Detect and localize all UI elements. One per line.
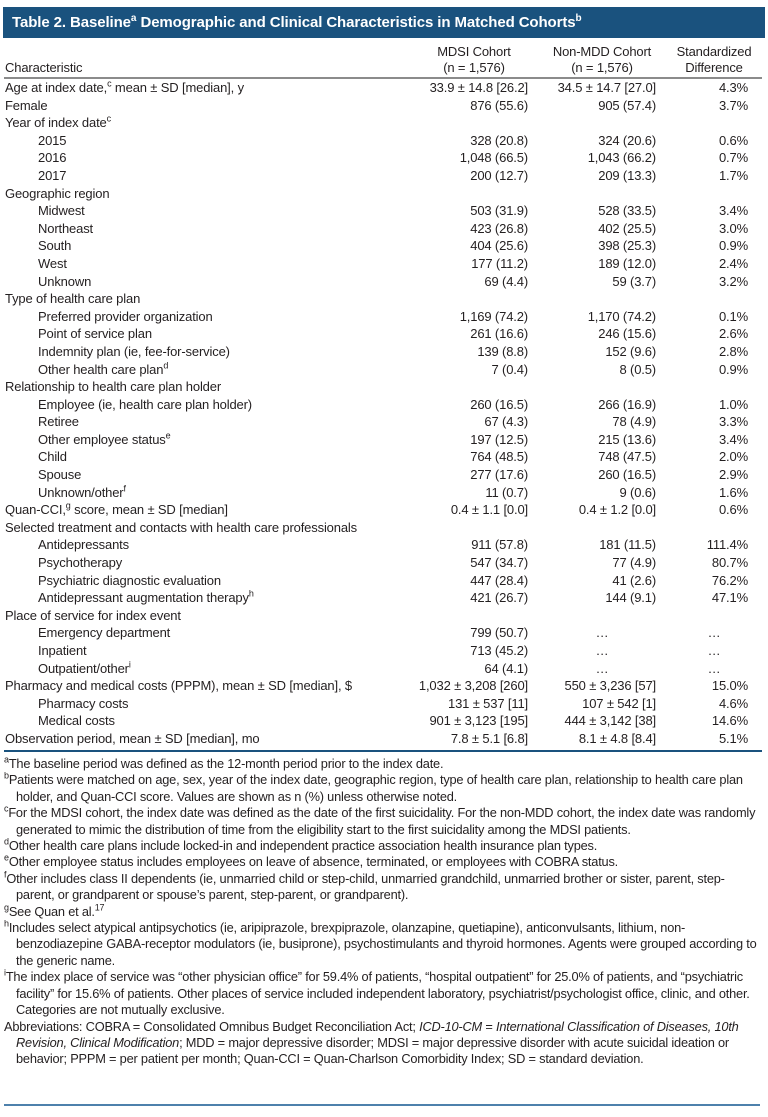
mdsi-value-cell bbox=[410, 290, 538, 308]
std-diff-value-cell: 3.7% bbox=[718, 97, 748, 113]
mdsi-value-cell: 177 (11.2) bbox=[471, 255, 528, 271]
std-diff-value-cell: 4.3% bbox=[718, 80, 748, 95]
table-row bbox=[4, 695, 762, 713]
mdsi-value-cell: 1,048 (66.5) bbox=[459, 150, 528, 166]
nonmdd-value-cell: 8 (0.5) bbox=[619, 361, 656, 377]
table-row bbox=[4, 501, 762, 519]
characteristic-cell bbox=[4, 677, 410, 695]
nonmdd-value-cell: 528 (33.5) bbox=[598, 203, 656, 219]
row-label: Female bbox=[5, 97, 48, 113]
std-diff-value-cell: 76.2% bbox=[711, 572, 748, 588]
footnote-text: Other health care plans include locked-in and independent practice association health insurance plan types. bbox=[8, 838, 598, 854]
column-header-mdsi bbox=[410, 44, 538, 77]
table-row bbox=[4, 677, 762, 695]
std-diff-value-cell: 2.6% bbox=[718, 326, 748, 342]
footnote-marker: d bbox=[4, 836, 9, 847]
characteristic-cell bbox=[4, 589, 410, 607]
footnote bbox=[4, 805, 760, 838]
row-label-superscript: e bbox=[165, 430, 171, 441]
table-row bbox=[4, 237, 762, 255]
characteristic-cell bbox=[4, 97, 410, 115]
nonmdd-value-cell bbox=[538, 607, 666, 625]
row-label: Place of service for index event bbox=[5, 607, 181, 623]
footnote-marker: f bbox=[4, 869, 7, 880]
table-row bbox=[4, 660, 762, 678]
std-diff-value-cell: 2.4% bbox=[718, 255, 748, 271]
std-diff-value-cell bbox=[666, 607, 762, 625]
nonmdd-value-cell: 9 (0.6) bbox=[619, 484, 656, 500]
mdsi-value-cell: 69 (4.4) bbox=[484, 273, 528, 289]
nonmdd-value-cell: 77 (4.9) bbox=[612, 555, 656, 571]
characteristic-cell bbox=[4, 325, 410, 343]
nonmdd-value-cell: 1,043 (66.2) bbox=[587, 150, 656, 166]
nonmdd-value-cell bbox=[538, 378, 666, 396]
table-row bbox=[4, 554, 762, 572]
characteristic-cell bbox=[4, 536, 410, 554]
footnote bbox=[4, 871, 760, 904]
row-label-superscript: i bbox=[128, 659, 131, 670]
row-label: 2015 bbox=[38, 132, 67, 148]
nonmdd-value-cell: 444 ± 3,142 [38] bbox=[564, 713, 656, 729]
row-label: Other employee status bbox=[38, 431, 166, 447]
table-row bbox=[4, 624, 762, 642]
characteristic-cell bbox=[4, 290, 410, 308]
footnote-text: The index place of service was “other physician office” for 59.4% of patients, “hospital outpatient” for 25.0% of patients, and “psychiatric facility” for 15.6% of patients. Other places of service included independent laboratory, psychiatrist/psychologist office, clinic, and other. Categories are not mutually exclusive. bbox=[5, 969, 750, 1018]
std-diff-value-cell: 15.0% bbox=[711, 678, 748, 694]
characteristic-cell bbox=[4, 448, 410, 466]
footnotes-section bbox=[4, 756, 760, 1068]
row-label: Antidepressant augmentation therapy bbox=[38, 590, 249, 606]
characteristic-cell bbox=[4, 308, 410, 326]
footnote-text: For the MDSI cohort, the index date was defined as the date of the first suicidality. For the non-MDD cohort, the index date was randomly generated to mimic the distribution of time from the eligibility start to the first suicidality among the MDSI patients. bbox=[8, 805, 756, 837]
characteristic-cell bbox=[4, 79, 410, 97]
nonmdd-value-cell: 34.5 ± 14.7 [27.0] bbox=[557, 80, 656, 95]
footnote-marker: c bbox=[4, 803, 9, 814]
std-diff-value-cell bbox=[666, 114, 762, 132]
std-diff-value-cell: 0.9% bbox=[718, 238, 748, 254]
mdsi-value-cell: 328 (20.8) bbox=[470, 132, 528, 148]
std-diff-value-cell: 3.0% bbox=[718, 220, 748, 236]
std-diff-value-cell bbox=[666, 185, 762, 203]
table-body bbox=[4, 79, 762, 748]
characteristic-cell bbox=[4, 413, 410, 431]
table-row bbox=[4, 325, 762, 343]
table-row bbox=[4, 273, 762, 291]
mdsi-value-cell: 503 (31.9) bbox=[470, 203, 528, 219]
footnote-marker: g bbox=[4, 902, 9, 913]
mdsi-value-cell: 11 (0.7) bbox=[485, 484, 528, 500]
nonmdd-value-cell: 748 (47.5) bbox=[598, 449, 656, 465]
table-row bbox=[4, 185, 762, 203]
column-header-std-line2: Difference bbox=[685, 59, 743, 75]
table-row bbox=[4, 730, 762, 748]
table-title-banner bbox=[3, 7, 765, 38]
nonmdd-value-cell: 0.4 ± 1.2 [0.0] bbox=[578, 502, 656, 518]
characteristic-cell bbox=[4, 273, 410, 291]
row-label: Retiree bbox=[38, 414, 79, 430]
table-row bbox=[4, 290, 762, 308]
std-diff-value-cell: 47.1% bbox=[711, 590, 748, 606]
mdsi-value-cell: 33.9 ± 14.8 [26.2] bbox=[429, 80, 528, 95]
row-label: 2016 bbox=[38, 150, 67, 166]
mdsi-value-cell: 1,169 (74.2) bbox=[459, 308, 528, 324]
nonmdd-value-cell: 41 (2.6) bbox=[612, 572, 656, 588]
std-diff-value-cell: 1.6% bbox=[718, 484, 748, 500]
std-diff-value-cell: 2.0% bbox=[718, 449, 748, 465]
row-label: South bbox=[38, 238, 72, 254]
characteristic-cell bbox=[4, 114, 410, 132]
nonmdd-value-cell: 246 (15.6) bbox=[598, 326, 656, 342]
row-label: Selected treatment and contacts with health care professionals bbox=[5, 519, 358, 535]
std-diff-value-cell: … bbox=[707, 625, 721, 641]
characteristic-cell bbox=[4, 554, 410, 572]
std-diff-value-cell bbox=[666, 290, 762, 308]
row-label: Quan-CCI, bbox=[5, 502, 66, 518]
nonmdd-value-cell: 905 (57.4) bbox=[598, 97, 656, 113]
row-label: Psychiatric diagnostic evaluation bbox=[38, 572, 221, 588]
nonmdd-value-cell: 402 (25.5) bbox=[598, 220, 656, 236]
table-row bbox=[4, 97, 762, 115]
row-label: Medical costs bbox=[38, 713, 115, 729]
mdsi-value-cell: 261 (16.6) bbox=[470, 326, 528, 342]
std-diff-value-cell: 4.6% bbox=[718, 695, 748, 711]
mdsi-value-cell bbox=[410, 607, 538, 625]
row-label: Unknown bbox=[38, 273, 92, 289]
table-title-text-2: Demographic and Clinical Characteristics in Matched Cohorts bbox=[136, 14, 576, 31]
characteristic-cell bbox=[4, 519, 410, 537]
table-row bbox=[4, 607, 762, 625]
row-label-superscript: h bbox=[248, 589, 254, 599]
nonmdd-value-cell: 59 (3.7) bbox=[612, 273, 656, 289]
table-row bbox=[4, 202, 762, 220]
row-label: Age at index date, bbox=[5, 80, 108, 95]
column-header-characteristic: Characteristic bbox=[5, 59, 83, 75]
footnote bbox=[4, 1019, 760, 1068]
std-diff-value-cell: 3.4% bbox=[718, 203, 748, 219]
mdsi-value-cell: 421 (26.7) bbox=[470, 590, 528, 606]
table-row bbox=[4, 79, 762, 97]
nonmdd-value-cell bbox=[538, 114, 666, 132]
row-label: Pharmacy costs bbox=[38, 695, 129, 711]
column-header-row bbox=[4, 38, 762, 79]
characteristic-cell bbox=[4, 149, 410, 167]
std-diff-value-cell: 14.6% bbox=[711, 713, 748, 729]
row-label-superscript: d bbox=[163, 360, 169, 371]
characteristic-cell bbox=[4, 730, 410, 748]
row-label-suffix: mean ± SD [median], y bbox=[111, 80, 244, 95]
footnote bbox=[4, 904, 760, 920]
mdsi-value-cell: 197 (12.5) bbox=[470, 431, 528, 447]
column-header-std-line1: Standardized bbox=[676, 44, 752, 59]
nonmdd-value-cell: 152 (9.6) bbox=[605, 343, 656, 359]
std-diff-value-cell: … bbox=[707, 660, 721, 676]
nonmdd-value-cell: 398 (25.3) bbox=[598, 238, 656, 254]
table-row bbox=[4, 712, 762, 730]
nonmdd-value-cell: 266 (16.9) bbox=[598, 396, 656, 412]
mdsi-value-cell: 7.8 ± 5.1 [6.8] bbox=[450, 730, 528, 746]
row-label: Indemnity plan (ie, fee-for-service) bbox=[38, 343, 230, 359]
footnote-text: See Quan et al. bbox=[8, 903, 95, 919]
nonmdd-value-cell: 215 (13.6) bbox=[598, 431, 656, 447]
row-label: Point of service plan bbox=[38, 326, 152, 342]
footnote-marker: e bbox=[4, 853, 9, 864]
figure-bottom-rule bbox=[4, 1104, 760, 1106]
std-diff-value-cell bbox=[666, 519, 762, 537]
row-label: Other health care plan bbox=[38, 361, 164, 377]
table-row bbox=[4, 536, 762, 554]
mdsi-value-cell: 447 (28.4) bbox=[470, 572, 528, 588]
std-diff-value-cell: 0.6% bbox=[718, 132, 748, 148]
footnote bbox=[4, 756, 760, 772]
mdsi-value-cell: 7 (0.4) bbox=[491, 361, 528, 377]
characteristic-cell bbox=[4, 607, 410, 625]
table-row bbox=[4, 589, 762, 607]
std-diff-value-cell: 5.1% bbox=[718, 730, 748, 746]
column-header-nonmdd-line2: (n = 1,576) bbox=[571, 59, 633, 75]
characteristic-cell bbox=[4, 624, 410, 642]
footnote-marker: i bbox=[4, 968, 6, 979]
column-header-nonmdd-line1: Non-MDD Cohort bbox=[552, 44, 652, 59]
footnote-text: The baseline period was defined as the 12-month period prior to the index date. bbox=[8, 756, 444, 771]
table-row bbox=[4, 308, 762, 326]
mdsi-value-cell: 404 (25.6) bbox=[470, 238, 528, 254]
nonmdd-value-cell: 209 (13.3) bbox=[598, 167, 656, 183]
std-diff-value-cell: 0.6% bbox=[718, 502, 748, 518]
mdsi-value-cell: 1,032 ± 3,208 [260] bbox=[418, 678, 528, 694]
mdsi-value-cell: 200 (12.7) bbox=[470, 167, 528, 183]
mdsi-value-cell: 876 (55.6) bbox=[470, 97, 528, 113]
footnote bbox=[4, 969, 760, 1018]
row-label: Midwest bbox=[38, 203, 85, 219]
footnote bbox=[4, 838, 760, 854]
std-diff-value-cell: 2.9% bbox=[718, 467, 748, 483]
std-diff-value-cell: 3.3% bbox=[718, 414, 748, 430]
std-diff-value-cell bbox=[666, 378, 762, 396]
table-row bbox=[4, 378, 762, 396]
mdsi-value-cell bbox=[410, 519, 538, 537]
table-row bbox=[4, 396, 762, 414]
nonmdd-value-cell bbox=[538, 185, 666, 203]
nonmdd-value-cell bbox=[538, 519, 666, 537]
mdsi-value-cell: 67 (4.3) bbox=[484, 414, 528, 430]
mdsi-value-cell: 139 (8.8) bbox=[477, 343, 528, 359]
characteristic-cell bbox=[4, 185, 410, 203]
footnote-text: Includes select atypical antipsychotics (ie, aripiprazole, brexpiprazole, olanzapine, quetiapine), anticonvulsants, lithium, non-benzodiazepine GABA-receptor modulators (ie, busiprone), psychostimulants and thyroid hormones. Agents were grouped according to the generic name. bbox=[8, 920, 757, 968]
table-row bbox=[4, 642, 762, 660]
mdsi-value-cell: 131 ± 537 [11] bbox=[448, 695, 528, 711]
footnote-marker: b bbox=[4, 771, 9, 782]
column-header-std-diff bbox=[666, 44, 762, 77]
characteristic-cell bbox=[4, 220, 410, 238]
std-diff-value-cell: 0.9% bbox=[718, 361, 748, 377]
characteristic-cell bbox=[4, 431, 410, 449]
table-row bbox=[4, 220, 762, 238]
mdsi-value-cell: 901 ± 3,123 [195] bbox=[429, 713, 528, 729]
nonmdd-value-cell: 324 (20.6) bbox=[598, 132, 656, 148]
mdsi-value-cell: 64 (4.1) bbox=[484, 660, 528, 676]
nonmdd-value-cell bbox=[538, 290, 666, 308]
table-row bbox=[4, 114, 762, 132]
std-diff-value-cell: 1.7% bbox=[718, 167, 748, 183]
row-label: 2017 bbox=[38, 167, 67, 183]
row-label-suffix: score, mean ± SD [median] bbox=[70, 502, 228, 518]
characteristic-cell bbox=[4, 660, 410, 678]
nonmdd-value-cell: 181 (11.5) bbox=[599, 537, 656, 553]
column-header-mdsi-line1: MDSI Cohort bbox=[437, 44, 511, 59]
row-label: Psychotherapy bbox=[38, 555, 123, 571]
table-row bbox=[4, 484, 762, 502]
mdsi-value-cell: 713 (45.2) bbox=[470, 643, 528, 658]
row-label-superscript: f bbox=[123, 483, 126, 494]
mdsi-value-cell: 547 (34.7) bbox=[470, 555, 528, 571]
row-label-superscript: g bbox=[65, 501, 71, 511]
column-header-nonmdd bbox=[538, 44, 666, 77]
table-row bbox=[4, 466, 762, 484]
mdsi-value-cell: 911 (57.8) bbox=[471, 537, 528, 553]
row-label: Geographic region bbox=[5, 185, 110, 201]
characteristic-cell bbox=[4, 712, 410, 730]
nonmdd-value-cell: 260 (16.5) bbox=[598, 467, 656, 483]
std-diff-value-cell: 80.7% bbox=[711, 555, 748, 571]
std-diff-value-cell: … bbox=[707, 643, 721, 658]
title-superscript-a: a bbox=[130, 13, 137, 24]
table-row bbox=[4, 572, 762, 590]
row-label: Preferred provider organization bbox=[38, 308, 213, 324]
characteristic-cell bbox=[4, 466, 410, 484]
mdsi-value-cell bbox=[410, 114, 538, 132]
footnote bbox=[4, 854, 760, 870]
std-diff-value-cell: 3.4% bbox=[718, 431, 748, 447]
row-label-superscript: c bbox=[107, 79, 112, 89]
nonmdd-value-cell: … bbox=[595, 625, 609, 641]
mdsi-value-cell: 423 (26.8) bbox=[470, 220, 528, 236]
row-label: Year of index date bbox=[5, 115, 107, 131]
table-row bbox=[4, 343, 762, 361]
std-diff-value-cell: 0.1% bbox=[718, 308, 748, 324]
characteristic-cell bbox=[4, 202, 410, 220]
characteristic-cell bbox=[4, 167, 410, 185]
characteristic-cell bbox=[4, 132, 410, 150]
row-label: Antidepressants bbox=[38, 537, 129, 553]
footnote-text: Abbreviations: COBRA = Consolidated Omnibus Budget Reconciliation Act; ICD-10-CM = International Classification of Diseases, 10th Revision, Clinical Modification; MDD = major depressive disorder; MDSI = major depressive disorder with acute suicidal ideation or behavior; PPPM = per patient per month; Quan-CCI = Quan-Charlson Comorbidity Index; SD = standard deviation. bbox=[4, 1018, 739, 1067]
row-label: Pharmacy and medical costs (PPPM), mean ± SD [median], $ bbox=[5, 678, 352, 694]
footnote bbox=[4, 772, 760, 805]
table-row bbox=[4, 519, 762, 537]
characteristic-cell bbox=[4, 695, 410, 713]
std-diff-value-cell: 1.0% bbox=[718, 396, 748, 412]
row-label: Unknown/other bbox=[38, 484, 124, 500]
characteristic-cell bbox=[4, 378, 410, 396]
characteristic-cell bbox=[4, 572, 410, 590]
mdsi-value-cell: 764 (48.5) bbox=[470, 449, 528, 465]
row-label: Child bbox=[38, 449, 67, 465]
column-header-mdsi-line2: (n = 1,576) bbox=[443, 59, 505, 75]
row-label: Type of health care plan bbox=[5, 291, 141, 307]
table-row bbox=[4, 149, 762, 167]
nonmdd-value-cell: 550 ± 3,236 [57] bbox=[564, 678, 656, 694]
row-label: Outpatient/other bbox=[38, 660, 129, 676]
nonmdd-value-cell: 1,170 (74.2) bbox=[587, 308, 656, 324]
characteristic-cell bbox=[4, 642, 410, 660]
row-label-superscript: c bbox=[106, 114, 111, 124]
footnote-end-superscript: 17 bbox=[94, 902, 105, 913]
footnote-marker: h bbox=[4, 918, 9, 929]
mdsi-value-cell bbox=[410, 185, 538, 203]
std-diff-value-cell: 111.4% bbox=[706, 537, 748, 553]
std-diff-value-cell: 2.8% bbox=[718, 343, 748, 359]
nonmdd-value-cell: 8.1 ± 4.8 [8.4] bbox=[578, 730, 656, 746]
characteristic-cell bbox=[4, 396, 410, 414]
table-row bbox=[4, 167, 762, 185]
mdsi-value-cell: 799 (50.7) bbox=[470, 625, 528, 641]
nonmdd-value-cell: 144 (9.1) bbox=[605, 590, 656, 606]
characteristic-cell bbox=[4, 343, 410, 361]
footnote-text: Other includes class II dependents (ie, unmarried child or step-child, unmarried grandchild, unmarried brother or sister, parent, step-parent, or grandparent or spouse’s parent, step-parent, or grandparent). bbox=[6, 870, 725, 903]
row-label: Spouse bbox=[38, 467, 82, 483]
table-row bbox=[4, 132, 762, 150]
mdsi-value-cell: 0.4 ± 1.1 [0.0] bbox=[450, 502, 528, 518]
title-superscript-b: b bbox=[575, 13, 582, 24]
table-row bbox=[4, 431, 762, 449]
footnote bbox=[4, 920, 760, 969]
table-bottom-rule bbox=[4, 750, 762, 752]
characteristic-cell bbox=[4, 237, 410, 255]
row-label: Emergency department bbox=[38, 625, 171, 641]
characteristic-cell bbox=[4, 255, 410, 273]
row-label: Northeast bbox=[38, 220, 94, 236]
mdsi-value-cell bbox=[410, 378, 538, 396]
row-label: Employee (ie, health care plan holder) bbox=[38, 396, 252, 412]
row-label: West bbox=[38, 255, 67, 271]
nonmdd-value-cell: 189 (12.0) bbox=[598, 255, 656, 271]
footnote-marker: a bbox=[4, 754, 9, 765]
mdsi-value-cell: 277 (17.6) bbox=[470, 467, 528, 483]
characteristic-cell bbox=[4, 361, 410, 379]
footnote-text: Patients were matched on age, sex, year of the index date, geographic region, type of health care plan, relationship to health care plan holder, and Quan-CCI score. Values are shown as n (%) unless otherwise noted. bbox=[8, 772, 743, 804]
table-row bbox=[4, 448, 762, 466]
std-diff-value-cell: 3.2% bbox=[718, 273, 748, 289]
table-row bbox=[4, 413, 762, 431]
row-label: Inpatient bbox=[38, 643, 87, 658]
std-diff-value-cell: 0.7% bbox=[718, 150, 748, 166]
characteristic-cell bbox=[4, 501, 410, 519]
characteristic-cell bbox=[4, 484, 410, 502]
table-row bbox=[4, 255, 762, 273]
nonmdd-value-cell: … bbox=[595, 643, 609, 658]
nonmdd-value-cell: 107 ± 542 [1] bbox=[582, 695, 656, 711]
table-title-text: Table 2. Baseline bbox=[12, 14, 131, 31]
footnote-text: Other employee status includes employees on leave of absence, terminated, or employees with COBRA status. bbox=[8, 854, 619, 870]
nonmdd-value-cell: 78 (4.9) bbox=[612, 414, 656, 430]
nonmdd-value-cell: … bbox=[595, 660, 609, 676]
row-label: Relationship to health care plan holder bbox=[5, 379, 222, 395]
mdsi-value-cell: 260 (16.5) bbox=[470, 396, 528, 412]
row-label: Observation period, mean ± SD [median], mo bbox=[5, 730, 260, 746]
table-row bbox=[4, 361, 762, 379]
